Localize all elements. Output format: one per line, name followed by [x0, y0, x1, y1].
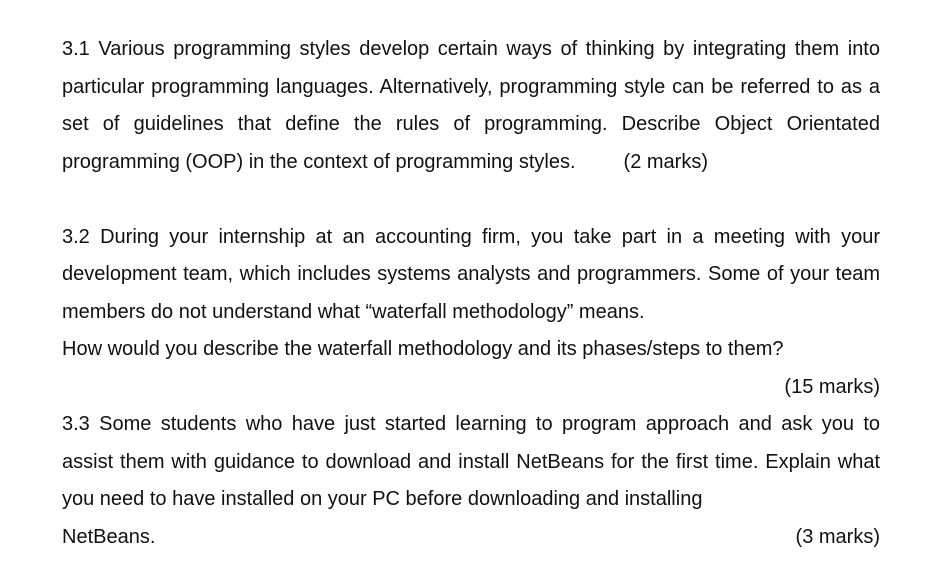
question-3-3-last-line [62, 519, 880, 557]
question-3-3-last-word: NetBeans. [62, 525, 156, 548]
question-3-1-text: 3.1 Various programming styles develop certain ways of thinking by integrating them into particular programming languages. Alternatively, programming style can be referred to as a set of guidelines that define the rules of programming. Describe Object Orientated programming (OOP) in the context of programming styles. [62, 38, 880, 173]
paragraph-spacer [62, 181, 880, 219]
question-3-2-marks: (15 marks) [784, 375, 880, 398]
question-3-3: 3.3 Some students who have just started learning to program approach and ask you to assist them with guidance to download and install NetBeans for the first time. Explain what you need to have installed on your PC before downloading and installing [62, 413, 880, 510]
question-3-1 [62, 31, 880, 181]
question-3-3-marks: (3 marks) [795, 525, 880, 548]
question-3-2: 3.2 During your internship at an accounting firm, you take part in a meeting with your development team, which includes systems analysts and programmers. Some of your team members do not understand what “waterfall methodology” means. [62, 225, 880, 323]
document-body [62, 31, 880, 556]
question-3-2-prompt: How would you describe the waterfall methodology and its phases/steps to them? [62, 338, 784, 360]
question-3-1-marks: (2 marks) [623, 150, 708, 173]
